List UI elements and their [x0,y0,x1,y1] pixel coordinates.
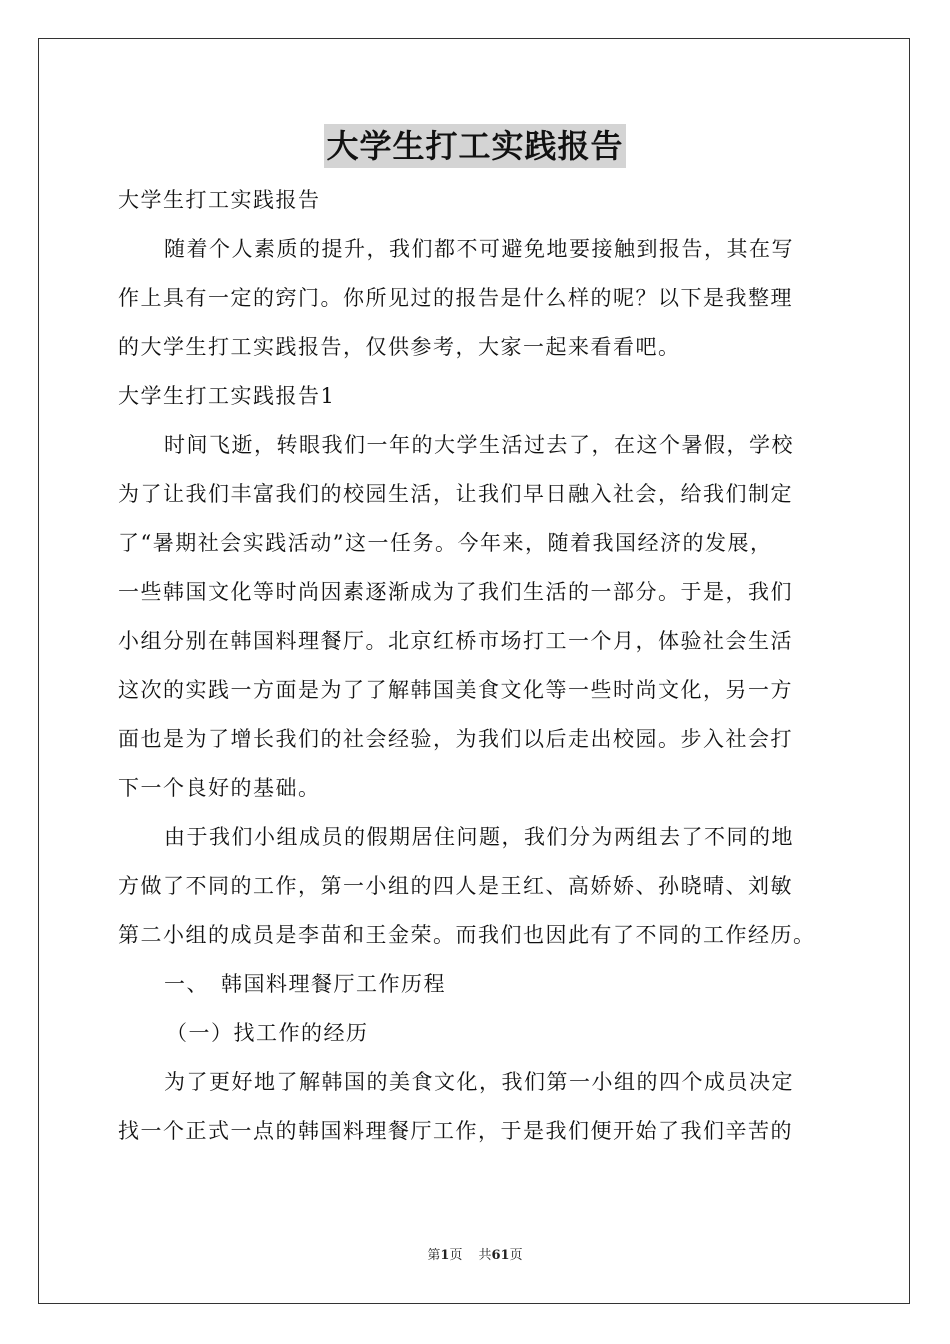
text-line: 下一个良好的基础。 [118,776,321,800]
footer-total-prefix: 共 [478,1248,492,1263]
footer-total-pages: 61 [491,1248,510,1263]
text-line: 一、 韩国料理餐厅工作历程 [164,972,446,996]
text-line: 第二小组的成员是李苗和王金荣。而我们也因此有了不同的工作经历。 [118,923,816,947]
text-line: 这次的实践一方面是为了了解韩国美食文化等一些时尚文化，另一方 [118,678,793,702]
text-line: （一）找工作的经历 [166,1021,369,1045]
text-line: 时间飞逝，转眼我们一年的大学生活过去了，在这个暑假，学校 [164,433,794,457]
text-line: 为了更好地了解韩国的美食文化，我们第一小组的四个成员决定 [164,1070,794,1094]
footer-page-word: 页 [449,1248,463,1263]
text-line: 作上具有一定的窍门。你所见过的报告是什么样的呢？以下是我整理 [118,286,793,310]
text-line: 了“暑期社会实践活动”这一任务。今年来，随着我国经济的发展， [118,531,773,555]
text-line: 面也是为了增长我们的社会经验，为我们以后走出校园。步入社会打 [118,727,793,751]
title-wrap [0,124,950,168]
text-line: 找一个正式一点的韩国料理餐厅工作，于是我们便开始了我们辛苦的 [118,1119,793,1143]
text-line: 小组分别在韩国料理餐厅。北京红桥市场打工一个月，体验社会生活 [118,629,793,653]
text-line: 的大学生打工实践报告，仅供参考，大家一起来看看吧。 [118,335,681,359]
text-line: 随着个人素质的提升，我们都不可避免地要接触到报告，其在写 [164,237,794,261]
text-line: 方做了不同的工作，第一小组的四人是王红、高娇娇、孙晓晴、刘敏 [118,874,793,898]
text-line: 大学生打工实践报告1 [118,384,336,408]
document-body [118,176,838,1156]
page-footer [0,1246,950,1266]
footer-prefix: 第 [427,1248,441,1263]
text-line: 由于我们小组成员的假期居住问题，我们分为两组去了不同的地 [164,825,794,849]
footer-current-page: 1 [440,1248,450,1263]
text-line: 大学生打工实践报告 [118,188,321,212]
text-line: 为了让我们丰富我们的校园生活，让我们早日融入社会，给我们制定 [118,482,793,506]
text-line: 一些韩国文化等时尚因素逐渐成为了我们生活的一部分。于是，我们 [118,580,793,604]
footer-total-suffix: 页 [509,1248,523,1263]
document-title: 大学生打工实践报告 [324,124,625,168]
